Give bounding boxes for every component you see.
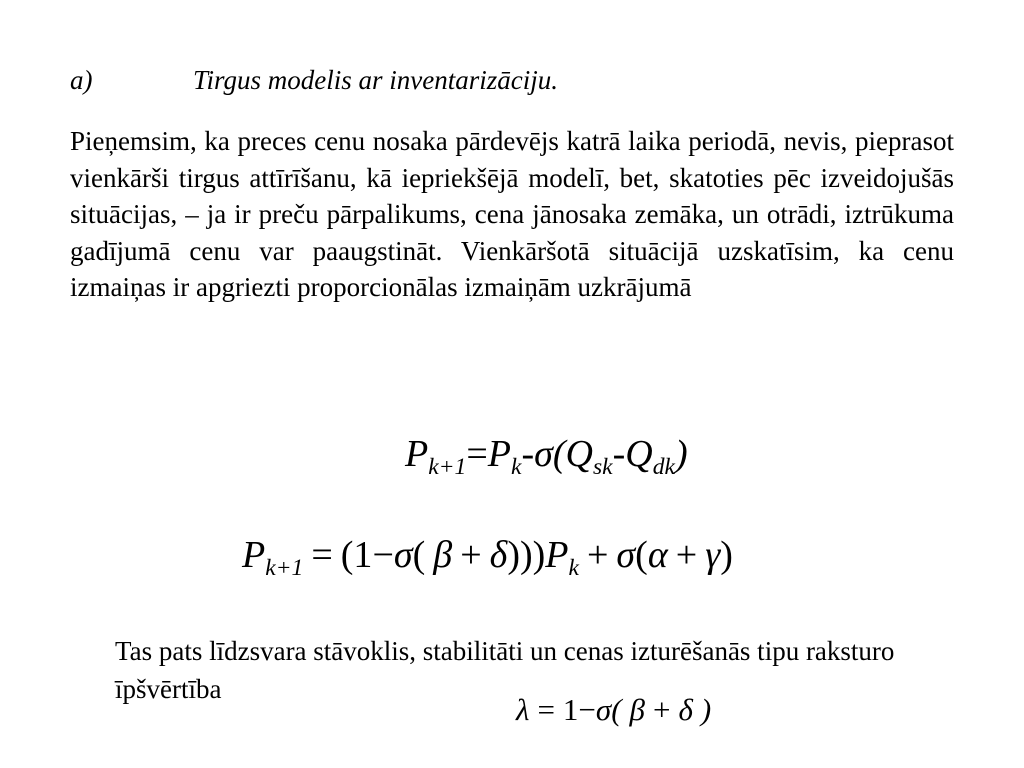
eq2-open: ( [412,534,426,576]
eq2-sigma2: σ [616,534,636,576]
eq3-lambda: λ [516,692,530,727]
eq2-p-sub: k [568,555,579,582]
eq1-q-supply-sub: sk [592,454,613,481]
eq3-open: ( [611,692,622,727]
eq2-close2: ) [720,534,733,576]
eq3-one: 1 [562,692,579,727]
eq3-delta: δ [678,692,693,727]
eq1-q-demand-sub: dk [652,454,675,481]
equation-price-update [405,432,688,481]
eq3-plus: + [652,692,671,727]
eq3-close: ) [700,692,712,727]
eq2-alpha: α [647,534,668,576]
eq3-sigma: σ [595,692,612,727]
eq2-open2: ( [635,534,648,576]
eq1-close: ) [674,433,688,475]
eq2-lhs: P [242,534,266,576]
eq2-sigma: σ [393,534,413,576]
eq2-delta: δ [489,534,508,576]
eq2-part1: (1 [340,534,373,576]
heading-number: a) [70,65,93,95]
eq1-minus: - [521,433,535,475]
eq1-q-demand: Q [625,433,653,475]
section-heading [70,60,558,100]
eq3-minus: − [578,692,596,727]
eq1-lhs: P [405,433,429,475]
eq3-beta: β [629,692,645,727]
eq2-beta: β [433,534,453,576]
eq1-p: P [487,433,511,475]
eq2-lhs-sub: k+1 [265,555,304,582]
equation-eigenvalue [516,692,711,728]
eq3-equals: = [537,692,555,727]
eq1-q-supply: Q [565,433,593,475]
eq2-minus: − [372,534,394,576]
heading-title: Tirgus modelis ar inventarizāciju. [193,65,559,95]
eq1-lhs-sub: k+1 [428,454,467,481]
eq1-equals: = [466,433,488,475]
eq2-plus3: + [675,534,698,576]
eq2-gamma: γ [705,534,721,576]
body-paragraph: Pieņemsim, ka preces cenu nosaka pārdevējs katrā laika periodā, nevis, pieprasot vienkārši tirgus attīrīšanu, kā iepriekšējā modelī, bet, skatoties pēc izveidojušās situācijas, – ja ir preču pārpalikums, cena jānosaka zemāka, un otrādi, iztrūkuma gadījumā cenu var paaugstināt. Vienkāršotā situācijā uzskatīsim, ka cenu izmaiņas ir apgriezti proporcionālas izmaiņām uzkrājumā [70,126,954,302]
eq1-sigma: σ [534,433,553,475]
eq2-plus: + [460,534,482,576]
eq1-open: ( [552,433,566,475]
eq1-minus2: - [612,433,626,475]
eq1-p-sub: k [511,454,522,481]
eq2-close: ))) [507,534,546,576]
eq2-equals: = [311,534,333,576]
eq2-p: P [545,534,569,576]
equation-price-dynamics [242,533,733,582]
eq2-plus2: + [586,534,609,576]
eigenvalue-note: Tas pats līdzsvara stāvoklis, stabilitāti un cenas izturēšanās tipu raksturo īpšvērtība [115,636,895,704]
